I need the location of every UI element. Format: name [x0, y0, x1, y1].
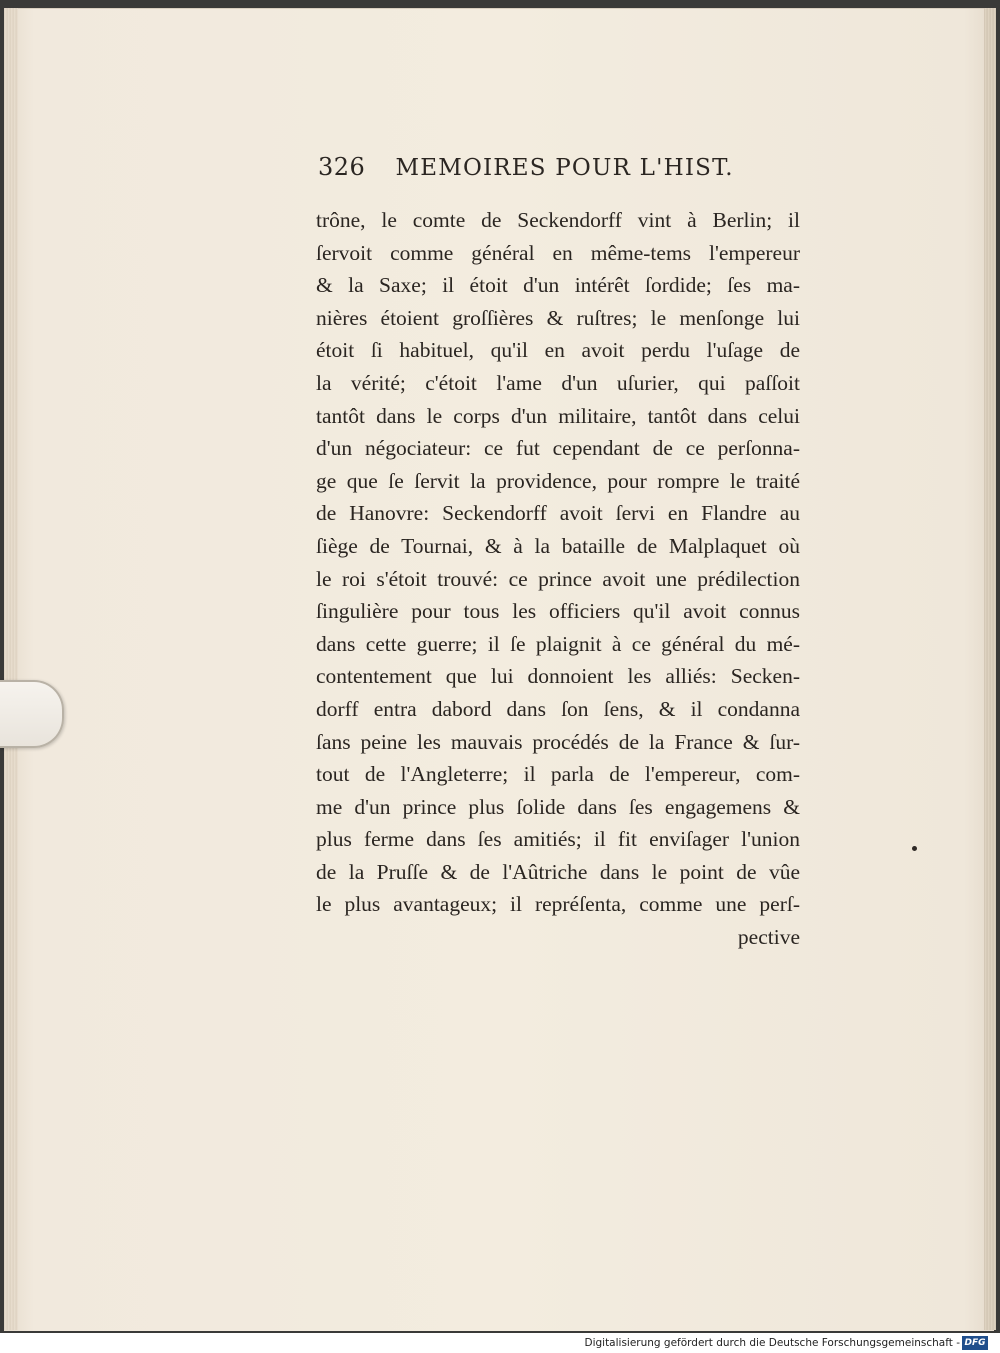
catchword: pective: [737, 925, 800, 950]
text-line: nières étoient groſſières & ruſtres; le menſonge lui: [316, 305, 800, 330]
digitization-credit: Digitalisierung gefördert durch die Deutsche Forschungsgemeinschaft -: [584, 1337, 960, 1349]
ink-spot: [912, 846, 917, 851]
text-line: & la Saxe; il étoit d'un intérêt ſordide; ſes ma-: [316, 273, 800, 298]
text-line: tantôt dans le corps d'un militaire, tantôt dans celui: [316, 403, 800, 428]
text-line: trône, le comte de Seckendorff vint à Berlin; il: [316, 208, 800, 232]
running-title: MEMOIRES POUR L'HIST.: [395, 155, 734, 181]
text-line: ſans peine les mauvais procédés de la France & ſur-: [316, 729, 800, 754]
text-line: la vérité; c'étoit l'ame d'un uſurier, qui paſſoit: [316, 370, 800, 395]
text-line: dorff entra dabord dans ſon ſens, & il condanna: [316, 696, 800, 721]
text-line: plus ferme dans ſes amitiés; il fit enviſager l'union: [316, 827, 800, 852]
text-line: ſervoit comme général en même-tems l'empereur: [316, 240, 800, 265]
page-number: 326: [318, 153, 366, 181]
body-text: [316, 204, 800, 954]
text-line: ge que ſe ſervit la providence, pour rompre le traité: [316, 468, 800, 493]
text-line: contentement que lui donnoient les alliés: Secken-: [316, 664, 800, 689]
dfg-logo: DFG: [962, 1336, 988, 1350]
text-line: ſingulière pour tous les officiers qu'il avoit connus: [316, 599, 800, 624]
text-line: de Hanovre: Seckendorff avoit ſervi en Flandre au: [316, 501, 800, 526]
text-line: étoit ſi habituel, qu'il en avoit perdu l'uſage de: [316, 338, 800, 363]
page-edge-right: [984, 8, 996, 1330]
page-edge-left: [4, 8, 18, 1330]
text-line: de la Pruſſe & de l'Aûtriche dans le point de vûe: [316, 859, 800, 884]
page-tab-marker: [0, 680, 64, 748]
text-line: dans cette guerre; il ſe plaignit à ce général du mé-: [316, 631, 800, 656]
text-line: me d'un prince plus ſolide dans ſes engagemens &: [316, 794, 800, 819]
text-line: tout de l'Angleterre; il parla de l'empereur, com-: [316, 762, 800, 787]
text-line: d'un négociateur: ce fut cependant de ce perſonna-: [316, 436, 800, 461]
text-line: ſiège de Tournai, & à la bataille de Malplaquet où: [316, 533, 800, 558]
page-header: [318, 153, 798, 181]
text-line: le roi s'étoit trouvé: ce prince avoit une prédilection: [316, 566, 800, 591]
text-line: le plus avantageux; il repréſenta, comme une perſ-: [316, 892, 800, 917]
